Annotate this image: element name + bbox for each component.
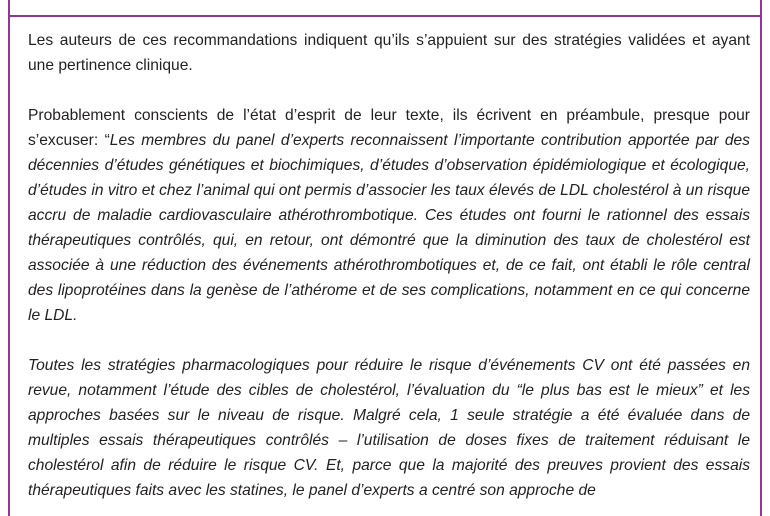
paragraph-3 <box>28 353 750 503</box>
paragraph-1 <box>28 28 750 78</box>
paragraph-2 <box>28 103 750 328</box>
document-body <box>28 28 750 516</box>
paragraph-2-quote: Les membres du panel d’experts reconnaissent l’importante contribution apportée par des décennies d’études génétiques et biochimiques, d’études d’observation épidémiologique et écologique, d’études in vitro et chez l’animal qui ont permis d’associer les taux élevés de LDL cholestérol à un risque accru de maladie cardiovasculaire athérothrombotique. Ces études ont fourni le rationnel des essais thérapeutiques contrôlés, qui, en retour, ont démontré que la diminution des taux de cholestérol est associée à une réduction des événements athérothrombotiques et, de ce fait, ont établi le rôle central des lipoprotéines dans la genèse de l’athérome et de ses complications, notamment en ce qui concerne le LDL. <box>28 132 750 324</box>
box-top-rule <box>8 15 762 17</box>
paragraph-3-text: Toutes les stratégies pharmacologiques pour réduire le risque d’événements CV ont été passées en revue, notamment l’étude des cibles de cholestérol, l’évaluation du “le plus bas est le mieux” et les approches basées sur le niveau de risque. Malgré cela, 1 seule stratégie a été évaluée dans de multiples essais thérapeutiques contrôlés – l’utilisation de doses fixes de traitement réduisant le cholestérol afin de réduire le risque CV. Et, parce que la majorité des preuves provient des essais thérapeutiques faits avec les statines, le panel d’experts a centré son approche de <box>28 357 750 499</box>
paragraph-1-text: Les auteurs de ces recommandations indiquent qu’ils s’appuient sur des stratégies validées et ayant une pertinence clinique. <box>28 32 750 74</box>
paragraph-2-intro: Probablement conscients de l’état d’esprit de leur texte, ils écrivent en préambule, presque pour s’excuser: “ <box>28 107 750 149</box>
